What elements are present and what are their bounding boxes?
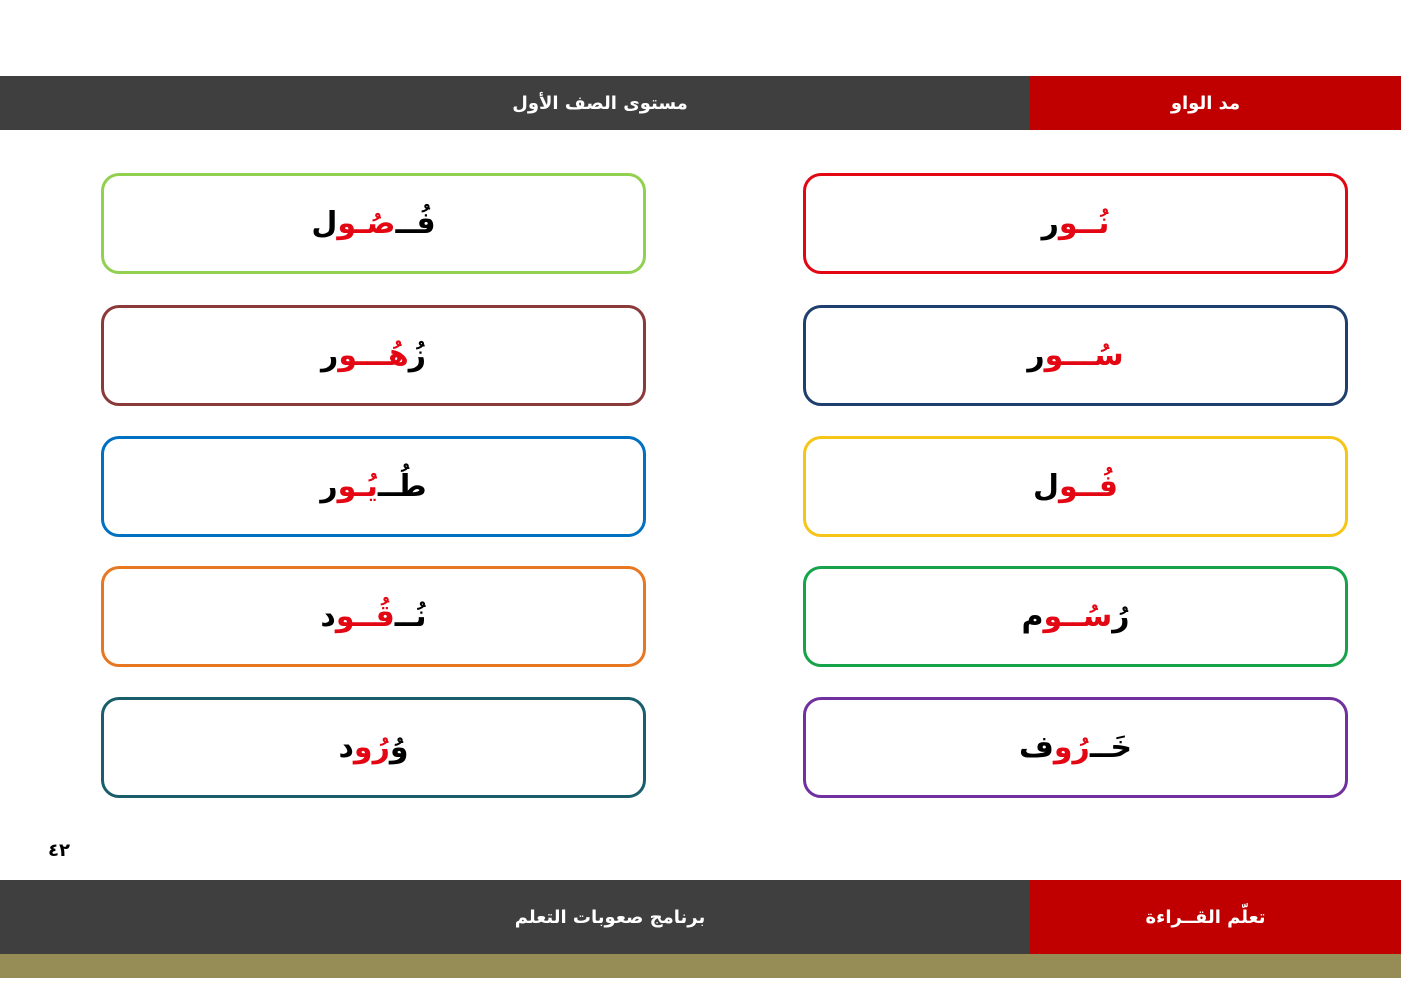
word-card-left-3 [101, 436, 646, 537]
word-highlight: سُــو [1043, 599, 1113, 634]
word-suffix: ل [1033, 469, 1060, 504]
word-suffix: ف [1019, 730, 1054, 765]
header-lesson-title: مد الواو [1170, 92, 1241, 114]
word-suffix: ل [311, 206, 338, 241]
word-card-left-2 [101, 305, 646, 406]
word-card-left-5 [101, 697, 646, 798]
word-card-right-4 [803, 566, 1348, 667]
page-number: ٤٢ [48, 840, 70, 861]
word-suffix: ر [1041, 206, 1059, 241]
word-suffix: ر [321, 338, 339, 373]
word-prefix: زُ [408, 338, 426, 373]
word-card-right-1 [803, 173, 1348, 274]
word-highlight: يُـو [337, 469, 378, 504]
word-highlight: قُــو [335, 599, 395, 634]
word-suffix: ر [320, 469, 338, 504]
footer-book-section [1030, 880, 1401, 954]
footer-program: برنامج صعوبات التعلم [514, 906, 706, 928]
header-bar [0, 76, 1401, 130]
word-suffix: ر [1027, 338, 1045, 373]
word-suffix: د [338, 730, 354, 765]
word-prefix: رُ [1112, 599, 1130, 634]
footer-book-title: تعلّم القــراءة [1145, 906, 1266, 928]
word-suffix: د [320, 599, 336, 634]
word-card-right-5 [803, 697, 1348, 798]
word-suffix: م [1021, 599, 1044, 634]
word-highlight: سُـــو [1044, 338, 1124, 373]
footer-bar [0, 880, 1401, 954]
word-highlight: فُــو [1059, 469, 1118, 504]
footer-olive-strip [0, 954, 1401, 978]
word-card-right-2 [803, 305, 1348, 406]
word-highlight: صُـو [337, 206, 396, 241]
word-highlight: هُـــو [338, 338, 409, 373]
word-highlight: رُو [1053, 730, 1090, 765]
header-level-section [0, 76, 1030, 130]
word-card-right-3 [803, 436, 1348, 537]
header-lesson-section [1030, 76, 1401, 130]
word-prefix: نُــ [394, 599, 427, 634]
word-prefix: طُــ [377, 469, 427, 504]
word-prefix: وُ [389, 730, 409, 765]
word-card-left-4 [101, 566, 646, 667]
word-highlight: نُــو [1058, 206, 1110, 241]
word-highlight: رُو [353, 730, 390, 765]
header-level: مستوى الصف الأول [512, 92, 688, 114]
word-prefix: فُــ [395, 206, 436, 241]
word-card-left-1 [101, 173, 646, 274]
footer-program-section [0, 880, 1030, 954]
word-prefix: خَــ [1089, 730, 1132, 765]
